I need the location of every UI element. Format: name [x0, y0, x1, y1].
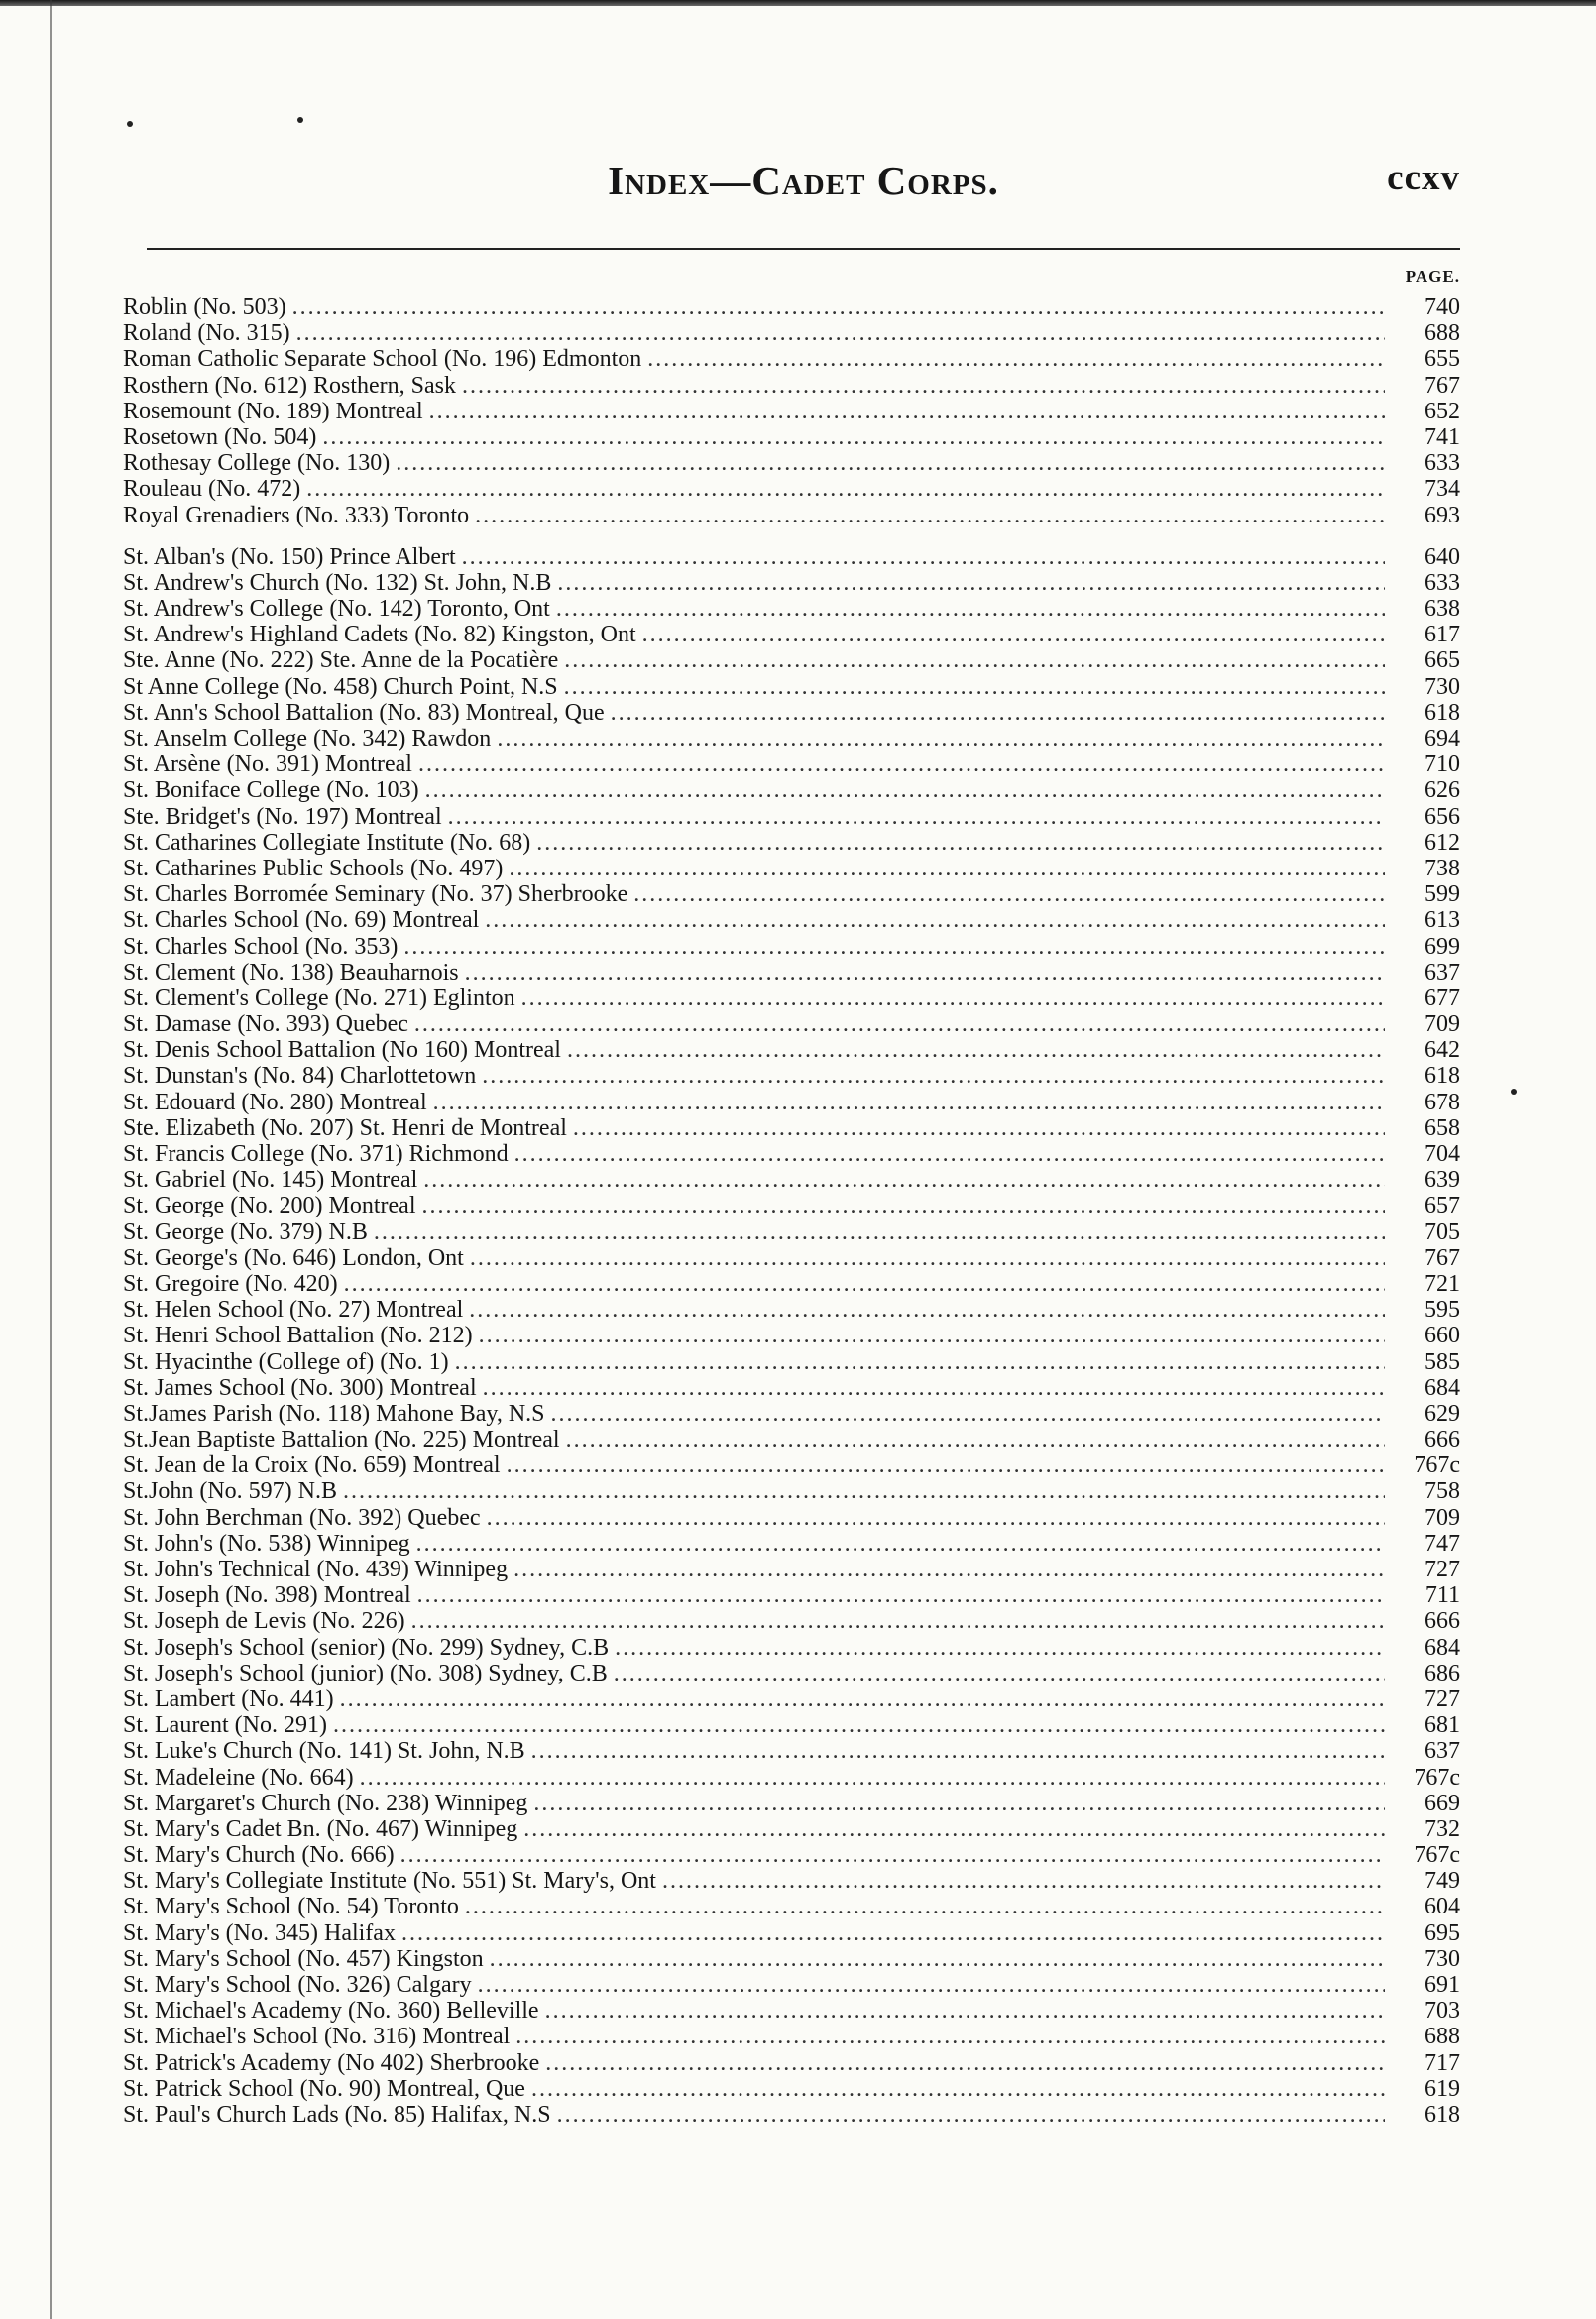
- entry-name: St. Joseph's School (senior) (No. 299) Sydney, C.B: [123, 1634, 610, 1661]
- entry-name: Rosemount (No. 189) Montreal: [123, 398, 423, 424]
- entry-name: St. Hyacinthe (College of) (No. 1): [123, 1348, 449, 1375]
- entry-page-number: 652: [1425, 398, 1460, 424]
- dot-leader: [448, 804, 1385, 830]
- entry-page-number: 709: [1425, 1504, 1460, 1531]
- dot-leader: [322, 424, 1385, 450]
- entry-name: St. Mary's School (No. 326) Calgary: [123, 1972, 472, 1998]
- index-entry: [123, 2050, 1460, 2076]
- entry-page-number: 688: [1425, 2024, 1460, 2050]
- entry-page-number: 657: [1425, 1193, 1460, 1219]
- index-entry: [123, 856, 1460, 881]
- dot-leader: [433, 1090, 1385, 1115]
- index-entry: [123, 1193, 1460, 1218]
- entry-name: Ste. Elizabeth (No. 207) St. Henri de Montreal: [123, 1114, 567, 1141]
- dot-leader: [422, 1193, 1386, 1218]
- index-entry: [123, 2076, 1460, 2102]
- entry-page-number: 717: [1425, 2049, 1460, 2076]
- entry-name: St. Helen School (No. 27) Montreal: [123, 1297, 464, 1324]
- dot-leader: [296, 320, 1385, 346]
- dot-leader: [531, 1738, 1385, 1764]
- entry-name: St. Andrew's College (No. 142) Toronto, Ont: [123, 596, 550, 623]
- dot-leader: [465, 1894, 1385, 1919]
- index-entry: [123, 622, 1460, 647]
- index-entry: [123, 399, 1460, 424]
- scan-edge-left: [50, 0, 52, 2319]
- entry-name: St. George (No. 379) N.B: [123, 1218, 368, 1245]
- index-entry: [123, 647, 1460, 673]
- index-entry: [123, 1868, 1460, 1894]
- entry-name: St. Anselm College (No. 342) Rawdon: [123, 726, 492, 752]
- index-entry: [123, 1375, 1460, 1401]
- index-entry: [123, 1920, 1460, 1946]
- entry-name: St. Damase (No. 393) Quebec: [123, 1011, 408, 1038]
- dot-leader: [566, 1427, 1385, 1452]
- index-entry: [123, 960, 1460, 986]
- entry-page-number: 688: [1425, 320, 1460, 347]
- dot-leader: [487, 1505, 1385, 1531]
- entry-page-number: 618: [1425, 1063, 1460, 1090]
- dot-leader: [360, 1765, 1385, 1791]
- index-entry: [123, 934, 1460, 960]
- entry-page-number: 767c: [1414, 1452, 1460, 1479]
- entry-page-number: 655: [1425, 346, 1460, 373]
- entry-name: St. Charles School (No. 353): [123, 933, 399, 960]
- index-entry: [123, 986, 1460, 1011]
- dot-leader: [344, 1271, 1385, 1297]
- entry-page-number: 695: [1425, 1919, 1460, 1946]
- entry-name: St. Arsène (No. 391) Montreal: [123, 752, 412, 778]
- entry-name: St. Michael's School (No. 316) Montreal: [123, 2024, 511, 2050]
- dot-leader: [573, 1115, 1385, 1141]
- entry-name: St. James School (No. 300) Montreal: [123, 1374, 477, 1401]
- entry-page-number: 710: [1425, 752, 1460, 778]
- entry-page-number: 704: [1425, 1141, 1460, 1167]
- entry-name: Rosthern (No. 612) Rosthern, Sask: [123, 372, 456, 399]
- entry-name: St. Alban's (No. 150) Prince Albert: [123, 543, 456, 570]
- entry-name: St. Mary's (No. 345) Halifax: [123, 1919, 396, 1946]
- entry-page-number: 617: [1425, 622, 1460, 648]
- index-entry: [123, 596, 1460, 622]
- index-entry: [123, 1452, 1460, 1478]
- entry-name: St. Charles Borromée Seminary (No. 37) Sherbrooke: [123, 881, 628, 908]
- entry-name: St. Ann's School Battalion (No. 83) Montreal, Que: [123, 699, 605, 726]
- entry-name: St. Joseph de Levis (No. 226): [123, 1608, 405, 1635]
- entry-page-number: 691: [1425, 1972, 1460, 1998]
- entry-page-number: 633: [1425, 450, 1460, 477]
- entry-page-number: 666: [1425, 1608, 1460, 1635]
- entry-name: St. Joseph's School (junior) (No. 308) Sydney, C.B: [123, 1660, 608, 1686]
- index-entry: [123, 674, 1460, 700]
- dot-leader: [411, 1608, 1385, 1634]
- entry-name: St. Andrew's Highland Cadets (No. 82) Kingston, Ont: [123, 622, 636, 648]
- dot-leader: [306, 476, 1385, 502]
- entry-page-number: 732: [1425, 1815, 1460, 1842]
- entry-page-number: 684: [1425, 1634, 1460, 1661]
- dot-leader: [557, 570, 1385, 596]
- dot-leader: [429, 399, 1385, 424]
- index-entry: [123, 777, 1460, 803]
- index-entry: [123, 1401, 1460, 1427]
- page-column-label: PAGE.: [1405, 267, 1460, 286]
- dot-leader: [662, 1868, 1385, 1894]
- dot-leader: [490, 1946, 1385, 1972]
- index-entry: [123, 1427, 1460, 1452]
- index-entry: [123, 1349, 1460, 1375]
- index-entry: [123, 503, 1460, 528]
- entry-page-number: 618: [1425, 699, 1460, 726]
- entry-page-number: 767c: [1414, 1842, 1460, 1869]
- dot-leader: [514, 1141, 1385, 1167]
- entry-name: Roland (No. 315): [123, 320, 290, 347]
- header-rule: [147, 248, 1460, 250]
- entry-name: St. Clement's College (No. 271) Eglinton: [123, 985, 515, 1011]
- index-entry: [123, 1712, 1460, 1738]
- entry-name: Ste. Bridget's (No. 197) Montreal: [123, 803, 442, 830]
- entry-page-number: 633: [1425, 569, 1460, 596]
- scan-speck: [297, 117, 303, 123]
- entry-page-number: 747: [1425, 1530, 1460, 1557]
- dot-leader: [533, 1791, 1385, 1816]
- entry-name: St Anne College (No. 458) Church Point, N.S: [123, 673, 558, 700]
- index-entry: [123, 1478, 1460, 1504]
- entry-name: St. Catharines Public Schools (No. 497): [123, 855, 504, 881]
- index-entry: [123, 907, 1460, 933]
- entry-page-number: 599: [1425, 881, 1460, 908]
- dot-leader: [515, 2024, 1385, 2049]
- entry-page-number: 656: [1425, 803, 1460, 830]
- index-entry: [123, 1531, 1460, 1557]
- index-entry: [123, 1557, 1460, 1582]
- index-entry: [123, 881, 1460, 907]
- index-entry: [123, 830, 1460, 856]
- entry-page-number: 758: [1425, 1478, 1460, 1505]
- dot-leader: [551, 1401, 1385, 1427]
- dot-leader: [482, 1063, 1385, 1089]
- entry-name: Rothesay College (No. 130): [123, 450, 391, 477]
- dot-leader: [416, 1531, 1385, 1557]
- dot-leader: [403, 934, 1385, 960]
- entry-name: St. Gabriel (No. 145) Montreal: [123, 1167, 418, 1194]
- dot-leader: [469, 1297, 1385, 1323]
- entry-name: St. Mary's School (No. 54) Toronto: [123, 1894, 459, 1920]
- entry-name: St. Boniface College (No. 103): [123, 777, 419, 804]
- entry-page-number: 669: [1425, 1790, 1460, 1816]
- index-entry: [123, 476, 1460, 502]
- entry-page-number: 738: [1425, 855, 1460, 881]
- dot-leader: [374, 1219, 1385, 1245]
- dot-leader: [475, 503, 1385, 528]
- page-header: [147, 157, 1460, 216]
- index-entry: [123, 1245, 1460, 1271]
- dot-leader: [509, 856, 1385, 881]
- dot-leader: [545, 2050, 1385, 2076]
- index-entry: [123, 1063, 1460, 1089]
- entry-page-number: 638: [1425, 596, 1460, 623]
- entry-page-number: 711: [1425, 1582, 1460, 1609]
- index-entry: [123, 1505, 1460, 1531]
- entry-name: St. Henri School Battalion (No. 212): [123, 1323, 473, 1349]
- dot-leader: [470, 1245, 1385, 1271]
- page-title: Index—Cadet Corps.: [608, 158, 999, 203]
- entry-name: St. Charles School (No. 69) Montreal: [123, 907, 480, 934]
- index-entry: [123, 1037, 1460, 1063]
- entry-page-number: 693: [1425, 502, 1460, 528]
- entry-name: St. Luke's Church (No. 141) St. John, N.B: [123, 1738, 525, 1765]
- entry-name: St. John's Technical (No. 439) Winnipeg: [123, 1557, 509, 1582]
- entry-page-number: 727: [1425, 1685, 1460, 1712]
- entry-page-number: 740: [1425, 294, 1460, 320]
- index-entry: [123, 1011, 1460, 1037]
- dot-leader: [455, 1349, 1385, 1375]
- index-entry: [123, 1894, 1460, 1919]
- dot-leader: [507, 1452, 1385, 1478]
- entry-name: St. John's (No. 538) Winnipeg: [123, 1530, 410, 1557]
- entry-page-number: 721: [1425, 1270, 1460, 1297]
- entry-page-number: 613: [1425, 907, 1460, 934]
- index-entry: [123, 1842, 1460, 1868]
- dot-leader: [343, 1478, 1385, 1504]
- dot-leader: [340, 1686, 1385, 1712]
- index-entry: [123, 752, 1460, 777]
- dot-leader: [423, 1167, 1385, 1193]
- entry-name: St. Laurent (No. 291): [123, 1712, 327, 1739]
- entry-name: St. Margaret's Church (No. 238) Winnipeg: [123, 1790, 528, 1816]
- entry-page-number: 595: [1425, 1297, 1460, 1324]
- dot-leader: [396, 450, 1385, 476]
- entry-page-number: 741: [1425, 423, 1460, 450]
- index-entry: [123, 1167, 1460, 1193]
- dot-leader: [292, 294, 1385, 320]
- entry-page-number: 694: [1425, 726, 1460, 752]
- entry-page-number: 637: [1425, 1738, 1460, 1765]
- index-entry: [123, 1582, 1460, 1608]
- index-entry: [123, 373, 1460, 399]
- entry-name: St. John Berchman (No. 392) Quebec: [123, 1504, 481, 1531]
- index-entry: [123, 346, 1460, 372]
- index-entry: [123, 1791, 1460, 1816]
- index-entry: [123, 1297, 1460, 1323]
- index-entry: [123, 570, 1460, 596]
- dot-leader: [400, 1842, 1385, 1868]
- entry-name: St. Mary's Cadet Bn. (No. 467) Winnipeg: [123, 1815, 518, 1842]
- index-entry: [123, 1998, 1460, 2024]
- entry-page-number: 629: [1425, 1400, 1460, 1427]
- index-entry: [123, 1765, 1460, 1791]
- entry-page-number: 604: [1425, 1894, 1460, 1920]
- entry-name: Rouleau (No. 472): [123, 476, 301, 503]
- entry-page-number: 699: [1425, 933, 1460, 960]
- entry-page-number: 730: [1425, 1945, 1460, 1972]
- dot-leader: [497, 726, 1385, 752]
- page-folio: ccxv: [1387, 158, 1460, 198]
- dot-leader: [531, 2076, 1385, 2102]
- entry-name: St. Mary's School (No. 457) Kingston: [123, 1945, 484, 1972]
- entry-page-number: 585: [1425, 1348, 1460, 1375]
- index-entry: [123, 450, 1460, 476]
- entry-page-number: 618: [1425, 2101, 1460, 2128]
- dot-leader: [417, 1582, 1385, 1608]
- entry-name: Rosetown (No. 504): [123, 423, 317, 450]
- index-entry: [123, 804, 1460, 830]
- entry-name: St. George (No. 200) Montreal: [123, 1193, 416, 1219]
- index-entry: [123, 1686, 1460, 1712]
- dot-leader: [333, 1712, 1385, 1738]
- index-entry: [123, 320, 1460, 346]
- entry-name: St. George's (No. 646) London, Ont: [123, 1244, 464, 1271]
- entry-name: St.James Parish (No. 118) Mahone Bay, N.S: [123, 1400, 545, 1427]
- entry-name: St. Mary's Collegiate Institute (No. 551) St. Mary's, Ont: [123, 1868, 656, 1895]
- entry-name: St. Michael's Academy (No. 360) Belleville: [123, 1998, 539, 2025]
- entry-name: St.Jean Baptiste Battalion (No. 225) Montreal: [123, 1427, 560, 1453]
- dot-leader: [425, 777, 1385, 803]
- index-entry: [123, 1816, 1460, 1842]
- dot-leader: [478, 1972, 1385, 1998]
- dot-leader: [545, 1998, 1385, 2024]
- dot-leader: [523, 1816, 1385, 1842]
- dot-leader: [567, 1037, 1385, 1063]
- entry-name: St. Patrick School (No. 90) Montreal, Que: [123, 2075, 525, 2102]
- entry-name: St. Denis School Battalion (No 160) Montreal: [123, 1037, 561, 1064]
- entry-page-number: 677: [1425, 985, 1460, 1011]
- entry-name: St. Lambert (No. 441): [123, 1685, 334, 1712]
- entry-name: St. Madeleine (No. 664): [123, 1764, 354, 1791]
- dot-leader: [479, 1323, 1385, 1348]
- dot-leader: [556, 596, 1385, 622]
- entry-page-number: 666: [1425, 1427, 1460, 1453]
- entry-name: St. Clement (No. 138) Beauharnois: [123, 959, 459, 986]
- dot-leader: [465, 960, 1385, 986]
- index-entry: [123, 2102, 1460, 2128]
- index-entry: [123, 1323, 1460, 1348]
- entry-name: Ste. Anne (No. 222) Ste. Anne de la Pocatière: [123, 647, 559, 674]
- entry-page-number: 767: [1425, 372, 1460, 399]
- entry-page-number: 767c: [1414, 1764, 1460, 1791]
- entry-page-number: 612: [1425, 829, 1460, 856]
- index-entry: [123, 726, 1460, 752]
- dot-leader: [611, 700, 1385, 726]
- dot-leader: [614, 1661, 1385, 1686]
- entry-name: St. Dunstan's (No. 84) Charlottetown: [123, 1063, 477, 1090]
- entry-name: St. Gregoire (No. 420): [123, 1270, 338, 1297]
- dot-leader: [642, 622, 1385, 647]
- dot-leader: [483, 1375, 1385, 1401]
- entry-page-number: 637: [1425, 959, 1460, 986]
- entry-page-number: 703: [1425, 1998, 1460, 2025]
- dot-leader: [414, 1011, 1385, 1037]
- entry-page-number: 767: [1425, 1244, 1460, 1271]
- entry-name: Royal Grenadiers (No. 333) Toronto: [123, 502, 470, 528]
- index-entry: [123, 1271, 1460, 1297]
- entry-name: St. Andrew's Church (No. 132) St. John, N.B: [123, 569, 552, 596]
- entry-name: Roblin (No. 503): [123, 294, 286, 320]
- entry-page-number: 642: [1425, 1037, 1460, 1064]
- entry-name: St. Jean de la Croix (No. 659) Montreal: [123, 1452, 501, 1479]
- entry-page-number: 686: [1425, 1660, 1460, 1686]
- entry-page-number: 681: [1425, 1712, 1460, 1739]
- index-entry: [123, 1946, 1460, 1972]
- index-entry: [123, 1972, 1460, 1998]
- scan-speck: [127, 121, 133, 127]
- entry-page-number: 684: [1425, 1374, 1460, 1401]
- scan-speck: [1511, 1089, 1517, 1095]
- entry-page-number: 665: [1425, 647, 1460, 674]
- dot-leader: [647, 346, 1385, 372]
- entry-page-number: 678: [1425, 1089, 1460, 1115]
- entry-page-number: 640: [1425, 543, 1460, 570]
- dot-leader: [418, 752, 1385, 777]
- entry-page-number: 705: [1425, 1218, 1460, 1245]
- index-entry: [123, 1635, 1460, 1661]
- entry-page-number: 626: [1425, 777, 1460, 804]
- index-entry: [123, 1141, 1460, 1167]
- entry-name: St.John (No. 597) N.B: [123, 1478, 338, 1505]
- dot-leader: [521, 986, 1385, 1011]
- index-list: [123, 294, 1460, 2128]
- entry-page-number: 730: [1425, 673, 1460, 700]
- entry-name: St. Joseph (No. 398) Montreal: [123, 1582, 411, 1609]
- entry-page-number: 727: [1425, 1557, 1460, 1582]
- dot-leader: [401, 1920, 1385, 1946]
- entry-name: St. Edouard (No. 280) Montreal: [123, 1089, 427, 1115]
- index-entry: [123, 1738, 1460, 1764]
- dot-leader: [557, 2102, 1385, 2128]
- entry-name: St. Francis College (No. 371) Richmond: [123, 1141, 509, 1167]
- entry-page-number: 734: [1425, 476, 1460, 503]
- entry-name: St. Patrick's Academy (No 402) Sherbrooke: [123, 2049, 540, 2076]
- index-entry: [123, 700, 1460, 726]
- index-entry: [123, 2024, 1460, 2049]
- dot-leader: [564, 647, 1385, 673]
- index-entry: [123, 1608, 1460, 1634]
- entry-name: St. Catharines Collegiate Institute (No. 68): [123, 829, 531, 856]
- index-entry: [123, 1661, 1460, 1686]
- entry-page-number: 658: [1425, 1114, 1460, 1141]
- index-entry: [123, 544, 1460, 570]
- dot-leader: [633, 881, 1385, 907]
- dot-leader: [513, 1557, 1385, 1582]
- entry-page-number: 709: [1425, 1011, 1460, 1038]
- index-entry: [123, 1090, 1460, 1115]
- entry-name: St. Paul's Church Lads (No. 85) Halifax, N.S: [123, 2101, 551, 2128]
- dot-leader: [615, 1635, 1385, 1661]
- entry-name: St. Mary's Church (No. 666): [123, 1842, 395, 1869]
- entry-page-number: 639: [1425, 1167, 1460, 1194]
- entry-name: Roman Catholic Separate School (No. 196) Edmonton: [123, 346, 642, 373]
- entry-page-number: 749: [1425, 1868, 1460, 1895]
- index-entry: [123, 1115, 1460, 1141]
- entry-page-number: 619: [1425, 2075, 1460, 2102]
- dot-leader: [462, 544, 1385, 570]
- entry-page-number: 660: [1425, 1323, 1460, 1349]
- dot-leader: [536, 830, 1385, 856]
- index-entry: [123, 424, 1460, 450]
- dot-leader: [485, 907, 1385, 933]
- dot-leader: [564, 674, 1385, 700]
- dot-leader: [462, 373, 1385, 399]
- scan-edge-top: [0, 0, 1596, 6]
- index-entry: [123, 1219, 1460, 1245]
- index-entry: [123, 294, 1460, 320]
